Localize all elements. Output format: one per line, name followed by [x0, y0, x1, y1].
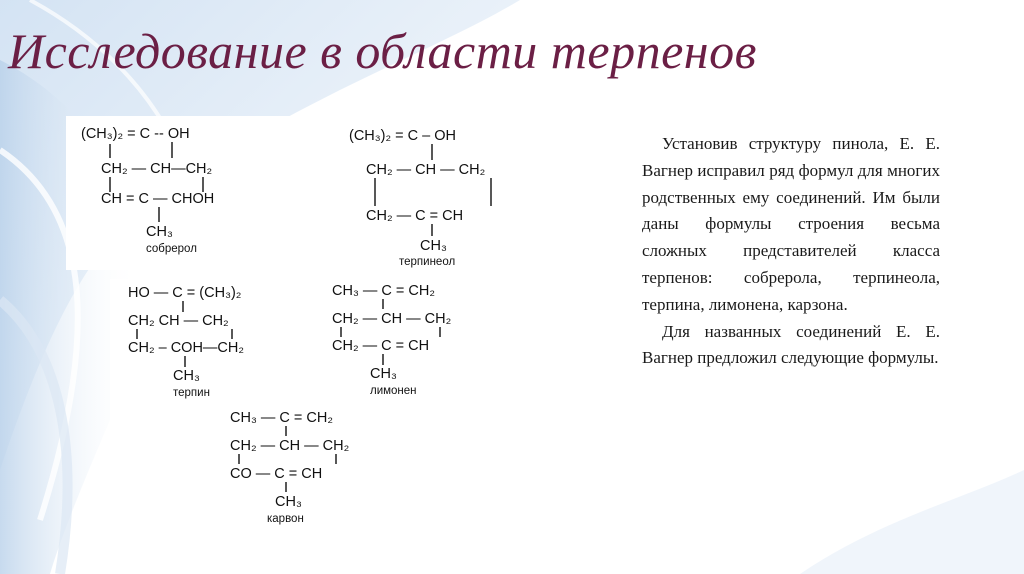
terpin-row2: CH₂ CH — CH₂: [128, 313, 229, 329]
slide-title: Исследование в области терпенов: [8, 23, 757, 79]
carvone-row1: CH₃ — C = CH₂: [230, 410, 333, 426]
terpineol-name: терпинеол: [399, 256, 456, 268]
sobrerol-row1: (CH₃)₂ = C -- OH: [81, 126, 190, 142]
terpin-name: терпин: [173, 387, 210, 399]
formula-panel-top: [66, 116, 514, 270]
sobrerol-row4: CH₃: [146, 224, 173, 240]
terpin-row1: HO — C = (CH₃)₂: [128, 285, 242, 301]
sobrerol-row2: CH₂ — CH—CH₂: [101, 161, 213, 177]
limonene-row4: CH₃: [370, 366, 397, 382]
formula-group-bottom: [110, 279, 458, 530]
formula-limonene: [332, 283, 451, 397]
terpineol-row1: (CH₃)₂ = C – OH: [349, 128, 457, 144]
sobrerol-row3: CH = C — CHOH: [101, 191, 215, 207]
description-text: [642, 131, 940, 372]
terpin-row3: CH₂ – COH—CH₂: [128, 340, 244, 356]
carvone-name: карвон: [267, 513, 304, 525]
limonene-name: лимонен: [370, 385, 417, 397]
formula-sobrerol: [81, 126, 214, 255]
formula-group-top: [66, 116, 514, 270]
limonene-row2: CH₂ — CH — CH₂: [332, 311, 452, 327]
paragraph-2: Для названных соединений Е. Е. Вагнер предложил следующие формулы.: [642, 321, 940, 368]
formula-terpineol: [349, 128, 491, 268]
terpineol-row4: CH₃: [420, 238, 447, 254]
carvone-row2: CH₂ — CH — CH₂: [230, 438, 350, 454]
terpineol-row2: CH₂ — CH — CH₂: [366, 162, 486, 178]
paragraph-1: Установив структуру пинола, Е. Е. Вагнер исправил ряд формул для многих родственных ему соединений. Им были даны формулы строения весьма сложных представителей класса терпенов: собрерола, терпинеола, терпина, лимонена, карзона.: [642, 134, 940, 314]
sobrerol-name: собрерол: [146, 243, 197, 255]
carvone-row3: CO — C = CH: [230, 466, 323, 482]
formula-panel-bottom: [110, 279, 458, 530]
limonene-row1: CH₃ — C = CH₂: [332, 283, 435, 299]
terpineol-row3: CH₂ — C = CH: [366, 208, 464, 224]
limonene-row3: CH₂ — C = CH: [332, 338, 430, 354]
carvone-row4: CH₃: [275, 494, 302, 510]
formula-terpin: [128, 285, 244, 399]
formula-carvone: [230, 410, 349, 525]
terpin-row4: CH₃: [173, 368, 200, 384]
